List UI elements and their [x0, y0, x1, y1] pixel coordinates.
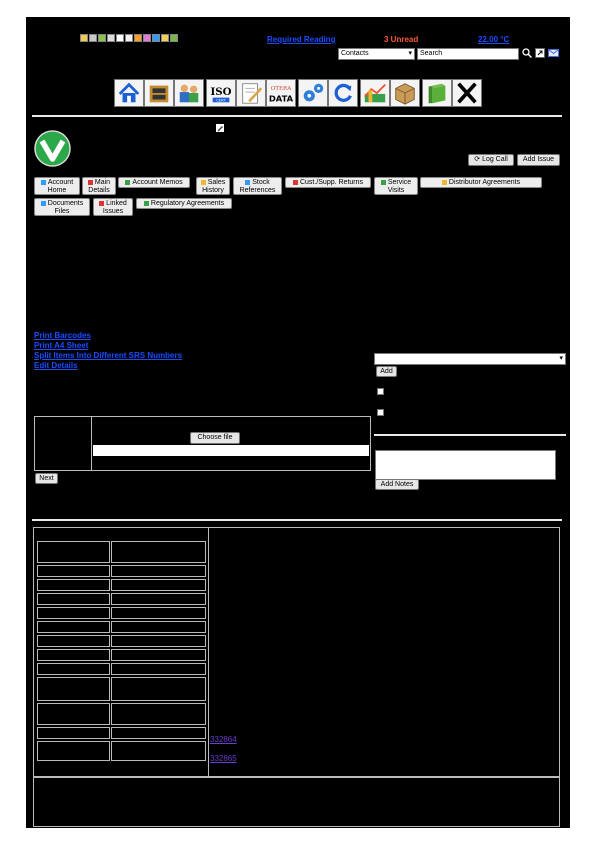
next-button[interactable]: [35, 473, 58, 484]
detail-value-cell: [111, 621, 206, 633]
detail-value-cell: [111, 663, 206, 675]
detail-label-cell: [37, 579, 110, 591]
search-input[interactable]: [417, 48, 519, 60]
tab-account-home[interactable]: [34, 177, 80, 195]
chevron-down-icon: ▾: [559, 355, 563, 362]
tab-label: Distributor Agreements: [448, 179, 521, 186]
detail-label-cell: [37, 741, 110, 761]
detail-label-cell: [37, 565, 110, 577]
phone-icon: ⟳: [474, 156, 481, 163]
print-a4-sheet-link[interactable]: Print A4 Sheet: [34, 341, 89, 350]
tab-icon: [381, 180, 386, 185]
notes-type-select[interactable]: [374, 353, 566, 365]
edit-icon[interactable]: [216, 124, 224, 132]
option-checkbox-1[interactable]: [377, 388, 384, 395]
unread-count[interactable]: 3 Unread: [384, 35, 419, 44]
settings-icon[interactable]: [298, 79, 328, 107]
grid-mini-icon[interactable]: [107, 34, 115, 42]
tab-label: Sales: [207, 179, 226, 186]
add-label: Add: [380, 368, 393, 375]
detail-label-cell: [37, 541, 110, 563]
detail-label-cell: [37, 635, 110, 647]
print-barcodes-link[interactable]: Print Barcodes: [34, 331, 91, 340]
tab-label: Documents: [47, 200, 84, 207]
tab-regulatory-agreements[interactable]: [136, 198, 232, 209]
tab-icon: [245, 180, 250, 185]
tab-icon: [125, 180, 130, 185]
file-name-field[interactable]: [93, 445, 369, 456]
pencil-mini-icon[interactable]: [161, 34, 169, 42]
package-icon[interactable]: [390, 79, 420, 107]
print-mini-icon[interactable]: [89, 34, 97, 42]
tab-label: Main: [94, 179, 111, 186]
add-notes-label: Add Notes: [380, 481, 414, 488]
choose-file-button[interactable]: [190, 432, 240, 444]
tab-linked-issues[interactable]: [93, 198, 133, 216]
tab-label-line2: Details: [88, 187, 110, 194]
tab-stock-references[interactable]: [233, 177, 282, 195]
refresh-icon[interactable]: [328, 79, 358, 107]
add-button[interactable]: [376, 366, 397, 377]
tab-icon: [442, 180, 447, 185]
tab-cust-supp-returns[interactable]: [285, 177, 371, 188]
page: [26, 17, 570, 828]
tab-label: Service: [387, 179, 412, 186]
close-icon[interactable]: [452, 79, 482, 107]
tab-account-memos[interactable]: [118, 177, 190, 188]
tab-label-line2: Visits: [387, 187, 405, 194]
tab-icon: [293, 180, 298, 185]
search-scope-value: Contacts: [341, 50, 369, 57]
detail-label-cell: [37, 607, 110, 619]
inventory-icon[interactable]: [144, 79, 174, 107]
detail-value-cell: [111, 593, 206, 605]
split-items-link[interactable]: Split Items Into Different SRS Numbers: [34, 351, 183, 360]
tab-label-line2: References: [239, 187, 276, 194]
home-mini-icon[interactable]: [80, 34, 88, 42]
detail-label-cell: [37, 621, 110, 633]
tab-icon: [88, 180, 93, 185]
chevron-down-icon: ▾: [408, 50, 412, 57]
temperature-readout[interactable]: 22.00 °C: [478, 35, 510, 44]
log-call-label: Log Call: [482, 156, 508, 163]
svg-text:CERT: CERT: [216, 98, 226, 103]
tab-documents-files[interactable]: [34, 198, 90, 216]
log-call-button[interactable]: [468, 154, 514, 166]
detail-label-cell: [37, 727, 110, 739]
add-issue-label: Add Issue: [522, 156, 555, 163]
tab-label-line2: Files: [54, 208, 70, 215]
tab-service-visits[interactable]: [374, 177, 418, 195]
tab-label: Stock: [252, 179, 270, 186]
detail-label-cell: [37, 649, 110, 661]
tab-label: Linked: [106, 200, 127, 207]
notepad-icon[interactable]: [236, 79, 266, 107]
search-icon[interactable]: [522, 48, 532, 58]
detail-value-cell: [111, 607, 206, 619]
mail-icon[interactable]: [548, 48, 559, 58]
tab-icon: [41, 201, 46, 206]
book-icon[interactable]: [422, 79, 452, 107]
required-reading-link[interactable]: Required Reading: [267, 35, 336, 44]
choose-file-label: Choose file: [197, 434, 233, 441]
user-mini-icon[interactable]: [170, 34, 178, 42]
tab-label-line2: Issues: [102, 208, 124, 215]
globe-mini-icon[interactable]: [152, 34, 160, 42]
tab-label-line2: History: [202, 187, 224, 194]
record-link[interactable]: 332864: [210, 735, 237, 744]
svg-text:DATA: DATA: [268, 93, 294, 104]
home-icon[interactable]: [114, 79, 144, 107]
paint-mini-icon[interactable]: [143, 34, 151, 42]
detail-label-cell: [37, 677, 110, 701]
otera-data-icon[interactable]: [266, 79, 296, 107]
company-logo: [34, 130, 71, 167]
iso-cert-icon[interactable]: [206, 79, 236, 107]
detail-value-cell: [111, 727, 206, 739]
detail-value-cell: [111, 565, 206, 577]
detail-label-cell: [37, 703, 110, 725]
tab-sales-history[interactable]: [196, 177, 230, 195]
tab-label: Regulatory Agreements: [150, 200, 225, 207]
divider-top: [32, 115, 562, 117]
svg-text:OTERA: OTERA: [270, 86, 292, 93]
users-icon[interactable]: [174, 79, 204, 107]
doc-mini-icon[interactable]: [125, 34, 133, 42]
tab-label: Account: [47, 179, 74, 186]
notes-textarea[interactable]: [375, 450, 556, 480]
tab-icon: [99, 201, 104, 206]
detail-value-cell: [111, 541, 206, 563]
detail-value-cell: [111, 741, 206, 761]
add-issue-button[interactable]: [517, 154, 560, 166]
detail-label-cell: [37, 593, 110, 605]
charts-icon[interactable]: [360, 79, 390, 107]
tab-distributor-agreements[interactable]: [420, 177, 542, 188]
star-mini-icon[interactable]: [134, 34, 142, 42]
next-label: Next: [39, 475, 54, 482]
detail-value-cell: [111, 635, 206, 647]
upload-divider: [91, 416, 92, 471]
lock-mini-icon[interactable]: [98, 34, 106, 42]
tab-label: Cust./Supp. Returns: [299, 179, 364, 186]
record-link[interactable]: 332865: [210, 754, 237, 763]
quick-icons-bar: [80, 34, 210, 44]
tab-icon: [144, 201, 149, 206]
option-checkbox-2[interactable]: [377, 409, 384, 416]
add-notes-button[interactable]: [375, 479, 419, 490]
footer-panel: [33, 777, 560, 827]
search-scope-select[interactable]: [338, 48, 415, 60]
open-window-icon[interactable]: [535, 48, 545, 58]
tab-label: Account Memos: [132, 179, 183, 186]
search-placeholder: Search: [420, 50, 443, 57]
detail-value-cell: [111, 579, 206, 591]
detail-value-cell: [111, 649, 206, 661]
edit-details-link[interactable]: Edit Details: [34, 361, 78, 370]
svg-text:ISO: ISO: [210, 85, 232, 98]
tab-icon: [201, 180, 206, 185]
notes-divider: [374, 434, 566, 436]
detail-value-cell: [111, 703, 206, 725]
tab-label-line2: Home: [47, 187, 67, 194]
tab-main-details[interactable]: [82, 177, 116, 195]
copy-mini-icon[interactable]: [116, 34, 124, 42]
tab-icon: [41, 180, 46, 185]
divider-bottom: [32, 519, 562, 521]
detail-label-cell: [37, 663, 110, 675]
detail-value-cell: [111, 677, 206, 701]
